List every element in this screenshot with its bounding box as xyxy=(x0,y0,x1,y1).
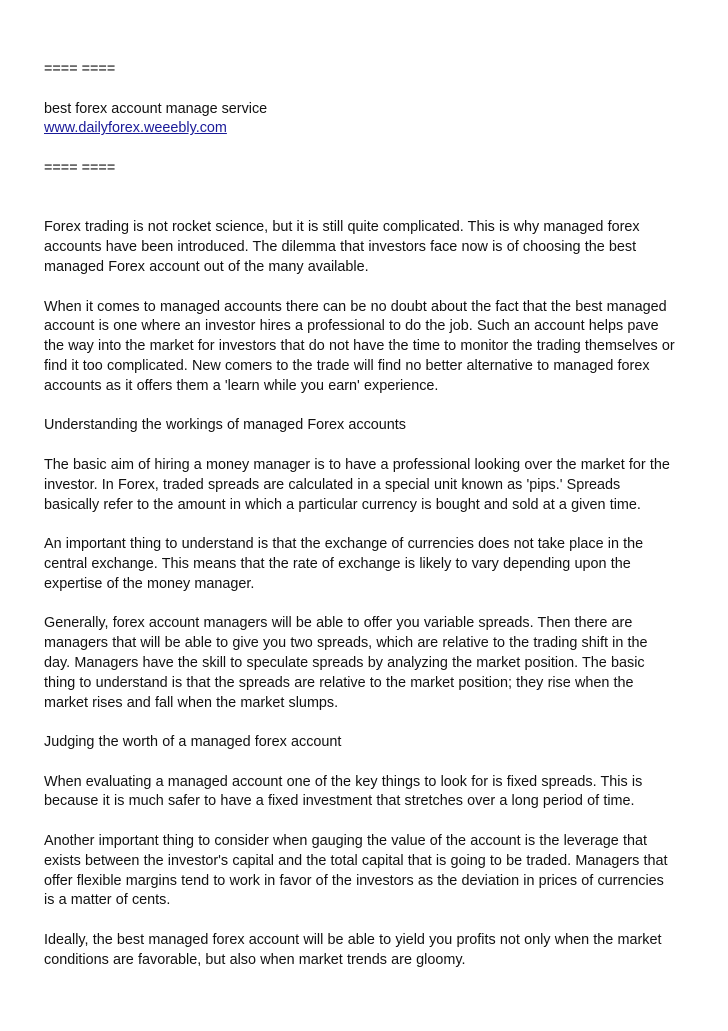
text-line: Forex trading is not rocket science, but it is still quite complicated. This is why managed forex xyxy=(44,219,640,236)
service-title: best forex account manage service xyxy=(44,100,268,117)
paragraph xyxy=(44,832,694,911)
text-line: find it too complicated. New comers to the trade will find no better alternative to managed forex xyxy=(44,357,650,374)
text-line: An important thing to understand is that the exchange of currencies does not take place in the xyxy=(44,536,644,553)
text-line: Another important thing to consider when gauging the value of the account is the leverage that xyxy=(44,833,648,850)
text-line: Ideally, the best managed forex account will be able to yield you profits not only when the market xyxy=(44,932,662,949)
text-line: expertise of the money manager. xyxy=(44,575,255,592)
paragraph xyxy=(44,456,694,515)
section-heading xyxy=(44,416,694,436)
paragraph xyxy=(44,614,694,713)
paragraph xyxy=(44,931,694,971)
document-header xyxy=(44,60,694,179)
separator-top: ==== ==== xyxy=(44,61,116,77)
text-line: thing to understand is that the spreads are relative to the market position; they rise when the xyxy=(44,674,634,691)
text-line: exists between the investor's capital and the total capital that is going to be traded. Managers that xyxy=(44,852,668,869)
text-line: Generally, forex account managers will be able to offer you variable spreads. Then there are xyxy=(44,615,633,632)
text-line: market rises and fall when the market slumps. xyxy=(44,694,339,711)
paragraph xyxy=(44,535,694,594)
text-line: When it comes to managed accounts there can be no doubt about the fact that the best managed xyxy=(44,298,667,315)
text-line: is a matter of cents. xyxy=(44,892,171,909)
text-line: central exchange. This means that the rate of exchange is likely to vary depending upon the xyxy=(44,555,631,572)
text-line: Understanding the workings of managed Forex accounts xyxy=(44,417,406,434)
text-line: managed Forex account out of the many available. xyxy=(44,258,369,275)
text-line: managers that will be able to give you two spreads, which are relative to the trading shift in the xyxy=(44,635,648,652)
paragraph xyxy=(44,218,694,277)
text-line: accounts have been introduced. The dilemma that investors face now is of choosing the best xyxy=(44,239,637,256)
paragraph xyxy=(44,773,694,813)
text-line: day. Managers have the skill to speculate spreads by analyzing the market position. The basic xyxy=(44,654,645,671)
text-line: the way into the market for investors that do not have the time to monitor the trading themselves or xyxy=(44,338,675,355)
document-page xyxy=(44,60,694,990)
section-heading xyxy=(44,733,694,753)
text-line: basically refer to the amount in which a particular currency is bought and sold at a given time. xyxy=(44,496,641,513)
text-line: accounts as it offers them a 'learn while you earn' experience. xyxy=(44,377,439,394)
text-line: Judging the worth of a managed forex account xyxy=(44,734,342,751)
text-line: conditions are favorable, but also when market trends are gloomy. xyxy=(44,951,466,968)
service-link[interactable]: www.dailyforex.weeebly.com xyxy=(44,120,227,137)
separator-bottom: ==== ==== xyxy=(44,159,116,176)
text-line: because it is much safer to have a fixed investment that stretches over a long period of time. xyxy=(44,793,635,810)
text-line: The basic aim of hiring a money manager is to have a professional looking over the market for the xyxy=(44,456,670,473)
text-line: When evaluating a managed account one of the key things to look for is fixed spreads. This is xyxy=(44,773,643,790)
document-body xyxy=(44,218,694,970)
text-line: investor. In Forex, traded spreads are calculated in a special unit known as 'pips.' Spreads xyxy=(44,476,621,493)
text-line: offer flexible margins tend to work in favor of the investors as the deviation in prices of currencies xyxy=(44,872,664,889)
text-line: account is one where an investor hires a professional to do the job. Such an account helps pave xyxy=(44,318,659,335)
paragraph xyxy=(44,298,694,397)
